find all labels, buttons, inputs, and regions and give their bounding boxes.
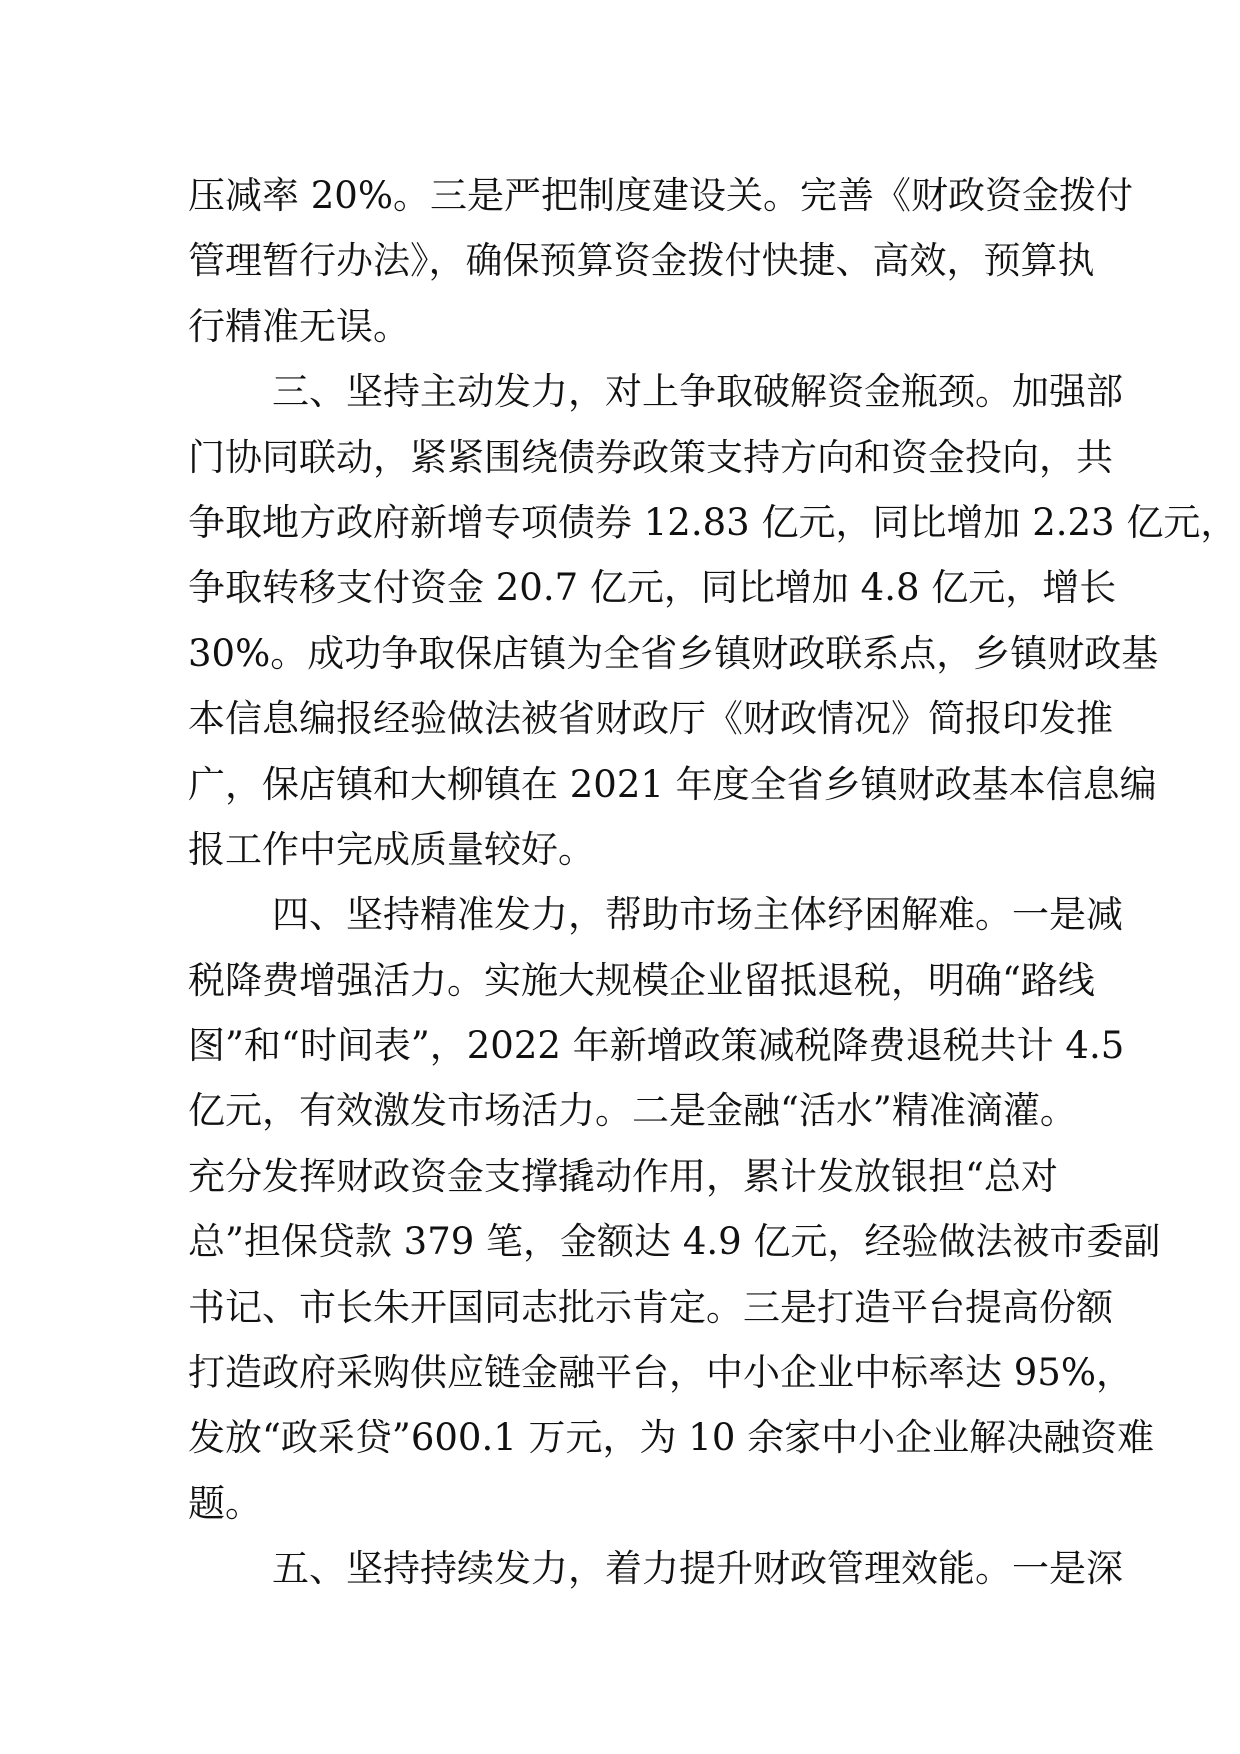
text-line: 管理暂行办法》，确保预算资金拨付快捷、高效，预算执 bbox=[188, 239, 1095, 283]
text-line: 图”和“时间表”，2022 年新增政策减税降费退税共计 4.5 bbox=[188, 1024, 1125, 1068]
section-heading-line: 三、坚持主动发力，对上争取破解资金瓶颈。加强部 bbox=[272, 370, 1123, 414]
text-line: 亿元，有效激发市场活力。二是金融“活水”精准滴灌。 bbox=[188, 1089, 1077, 1133]
text-line: 税降费增强活力。实施大规模企业留抵退税，明确“路线 bbox=[188, 958, 1095, 1002]
text-line: 争取转移支付资金 20.7 亿元，同比增加 4.8 亿元，增长 bbox=[188, 566, 1117, 610]
text-line: 总”担保贷款 379 笔，金额达 4.9 亿元，经验做法被市委副 bbox=[188, 1220, 1161, 1264]
text-line: 书记、市长朱开国同志批示肯定。三是打造平台提高份额 bbox=[188, 1285, 1113, 1329]
text-line: 广，保店镇和大柳镇在 2021 年度全省乡镇财政基本信息编 bbox=[188, 762, 1157, 806]
text-line: 压减率 20%。三是严把制度建设关。完善《财政资金拨付 bbox=[188, 174, 1133, 217]
text-line: 行精准无误。 bbox=[188, 304, 410, 348]
text-line: 报工作中完成质量较好。 bbox=[188, 827, 595, 871]
text-line: 发放“政采贷”600.1 万元，为 10 余家中小企业解决融资难 bbox=[188, 1416, 1155, 1460]
text-line: 充分发挥财政资金支撑撬动作用，累计发放银担“总对 bbox=[188, 1154, 1058, 1198]
text-line: 打造政府采购供应链金融平台，中小企业中标率达 95%， bbox=[188, 1351, 1133, 1395]
text-line: 题。 bbox=[188, 1481, 262, 1525]
document-page bbox=[188, 163, 1238, 1602]
text-line: 门协同联动，紧紧围绕债券政策支持方向和资金投向，共 bbox=[188, 435, 1113, 479]
text-line: 争取地方政府新增专项债券 12.83 亿元，同比增加 2.23 亿元， bbox=[188, 500, 1238, 544]
text-line: 30%。成功争取保店镇为全省乡镇财政联系点，乡镇财政基 bbox=[188, 631, 1159, 675]
section-heading-line: 五、坚持持续发力，着力提升财政管理效能。一是深 bbox=[272, 1547, 1123, 1591]
section-heading-line: 四、坚持精准发力，帮助市场主体纾困解难。一是减 bbox=[272, 893, 1123, 937]
text-line: 本信息编报经验做法被省财政厅《财政情况》简报印发推 bbox=[188, 697, 1113, 741]
